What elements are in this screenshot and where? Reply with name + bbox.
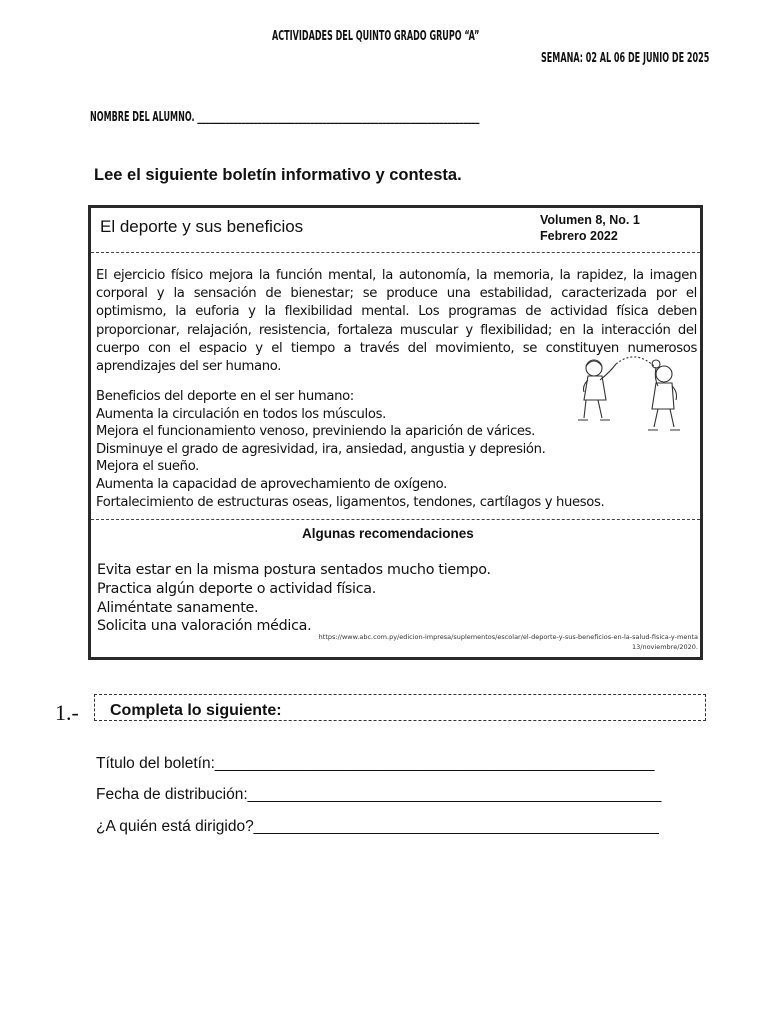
benefits-heading: Beneficios del deporte en el ser humano: [96,389,354,404]
week-label: SEMANA: 02 AL 06 DE JUNIO DE 2025 [541,51,710,66]
divider [91,519,700,520]
recommendations-title: Algunas recomendaciones [302,526,474,541]
question-label: Completa lo siguiente: [110,702,282,719]
answer-field-date[interactable]: Fecha de distribución:________________________________________________ [96,786,662,803]
instruction: Lee el siguiente boletín informativo y contesta. [94,166,462,184]
bulletin-paragraph: El ejercicio físico mejora la función mental, la autonomía, la memoria, la rapidez, la imagen corporal y la sensación de bienestar; se produce una estabilidad, caracterizada por el optimismo, la euforia y la flexibilidad mental. Los programas de actividad física deben proporcionar, relajación, resistencia, fortaleza muscular y flexibilidad; en la interacción del cuerpo con el espacio y el tiempo a través del movimiento, se constituyen numerosos aprendizajes del ser humano. [96,268,697,375]
worksheet-title: ACTIVIDADES DEL QUINTO GRADO GRUPO “A” [272,29,480,44]
recommendation-item: Aliméntate sanamente. [97,599,259,616]
benefit-item: Mejora el sueño. [96,459,200,475]
student-name-line: NOMBRE DEL ALUMNO. ______________________________________________________________________ [90,110,480,125]
benefit-item: Aumenta la circulación en todos los músculos. [96,406,386,422]
answer-field-audience[interactable]: ¿A quién está dirigido?_______________________________________________ [96,818,659,835]
recommendation-item: Solicita una valoración médica. [97,618,312,635]
bulletin-date: Febrero 2022 [540,229,618,243]
benefit-item: Aumenta la capacidad de aprovechamiento de oxígeno. [96,476,447,492]
recommendations-list [97,561,491,636]
question-number: 1.- [55,700,79,725]
source-citation [319,632,698,652]
recommendation-item: Practica algún deporte o actividad física. [97,580,376,597]
benefit-item: Disminuye el grado de agresividad, ira, ansiedad, angustia y depresión. [96,441,546,457]
recommendation-item: Evita estar en la misma postura sentados mucho tiempo. [97,562,491,578]
source-url: https://www.abc.com.py/edicion-impresa/suplementos/escolar/el-deporte-y-sus-beneficios-en-la-salud-fisica-y-menta [318,633,698,641]
bulletin-issue [540,212,640,244]
divider [91,252,700,253]
benefits-list [96,388,604,511]
bulletin-title: El deporte y sus beneficios [100,217,304,236]
children-playing-illustration [572,352,692,446]
benefit-item: Fortalecimiento de estructuras oseas, ligamentos, tendones, cartílagos y huesos. [96,494,605,510]
answer-field-title[interactable]: Título del boletín:___________________________________________________ [96,755,655,772]
benefit-item: Mejora el funcionamiento venoso, previniendo la aparición de várices. [96,424,535,440]
bulletin-volume: Volumen 8, No. 1 [540,213,640,227]
source-date: 13/noviembre/2020. [632,643,698,651]
